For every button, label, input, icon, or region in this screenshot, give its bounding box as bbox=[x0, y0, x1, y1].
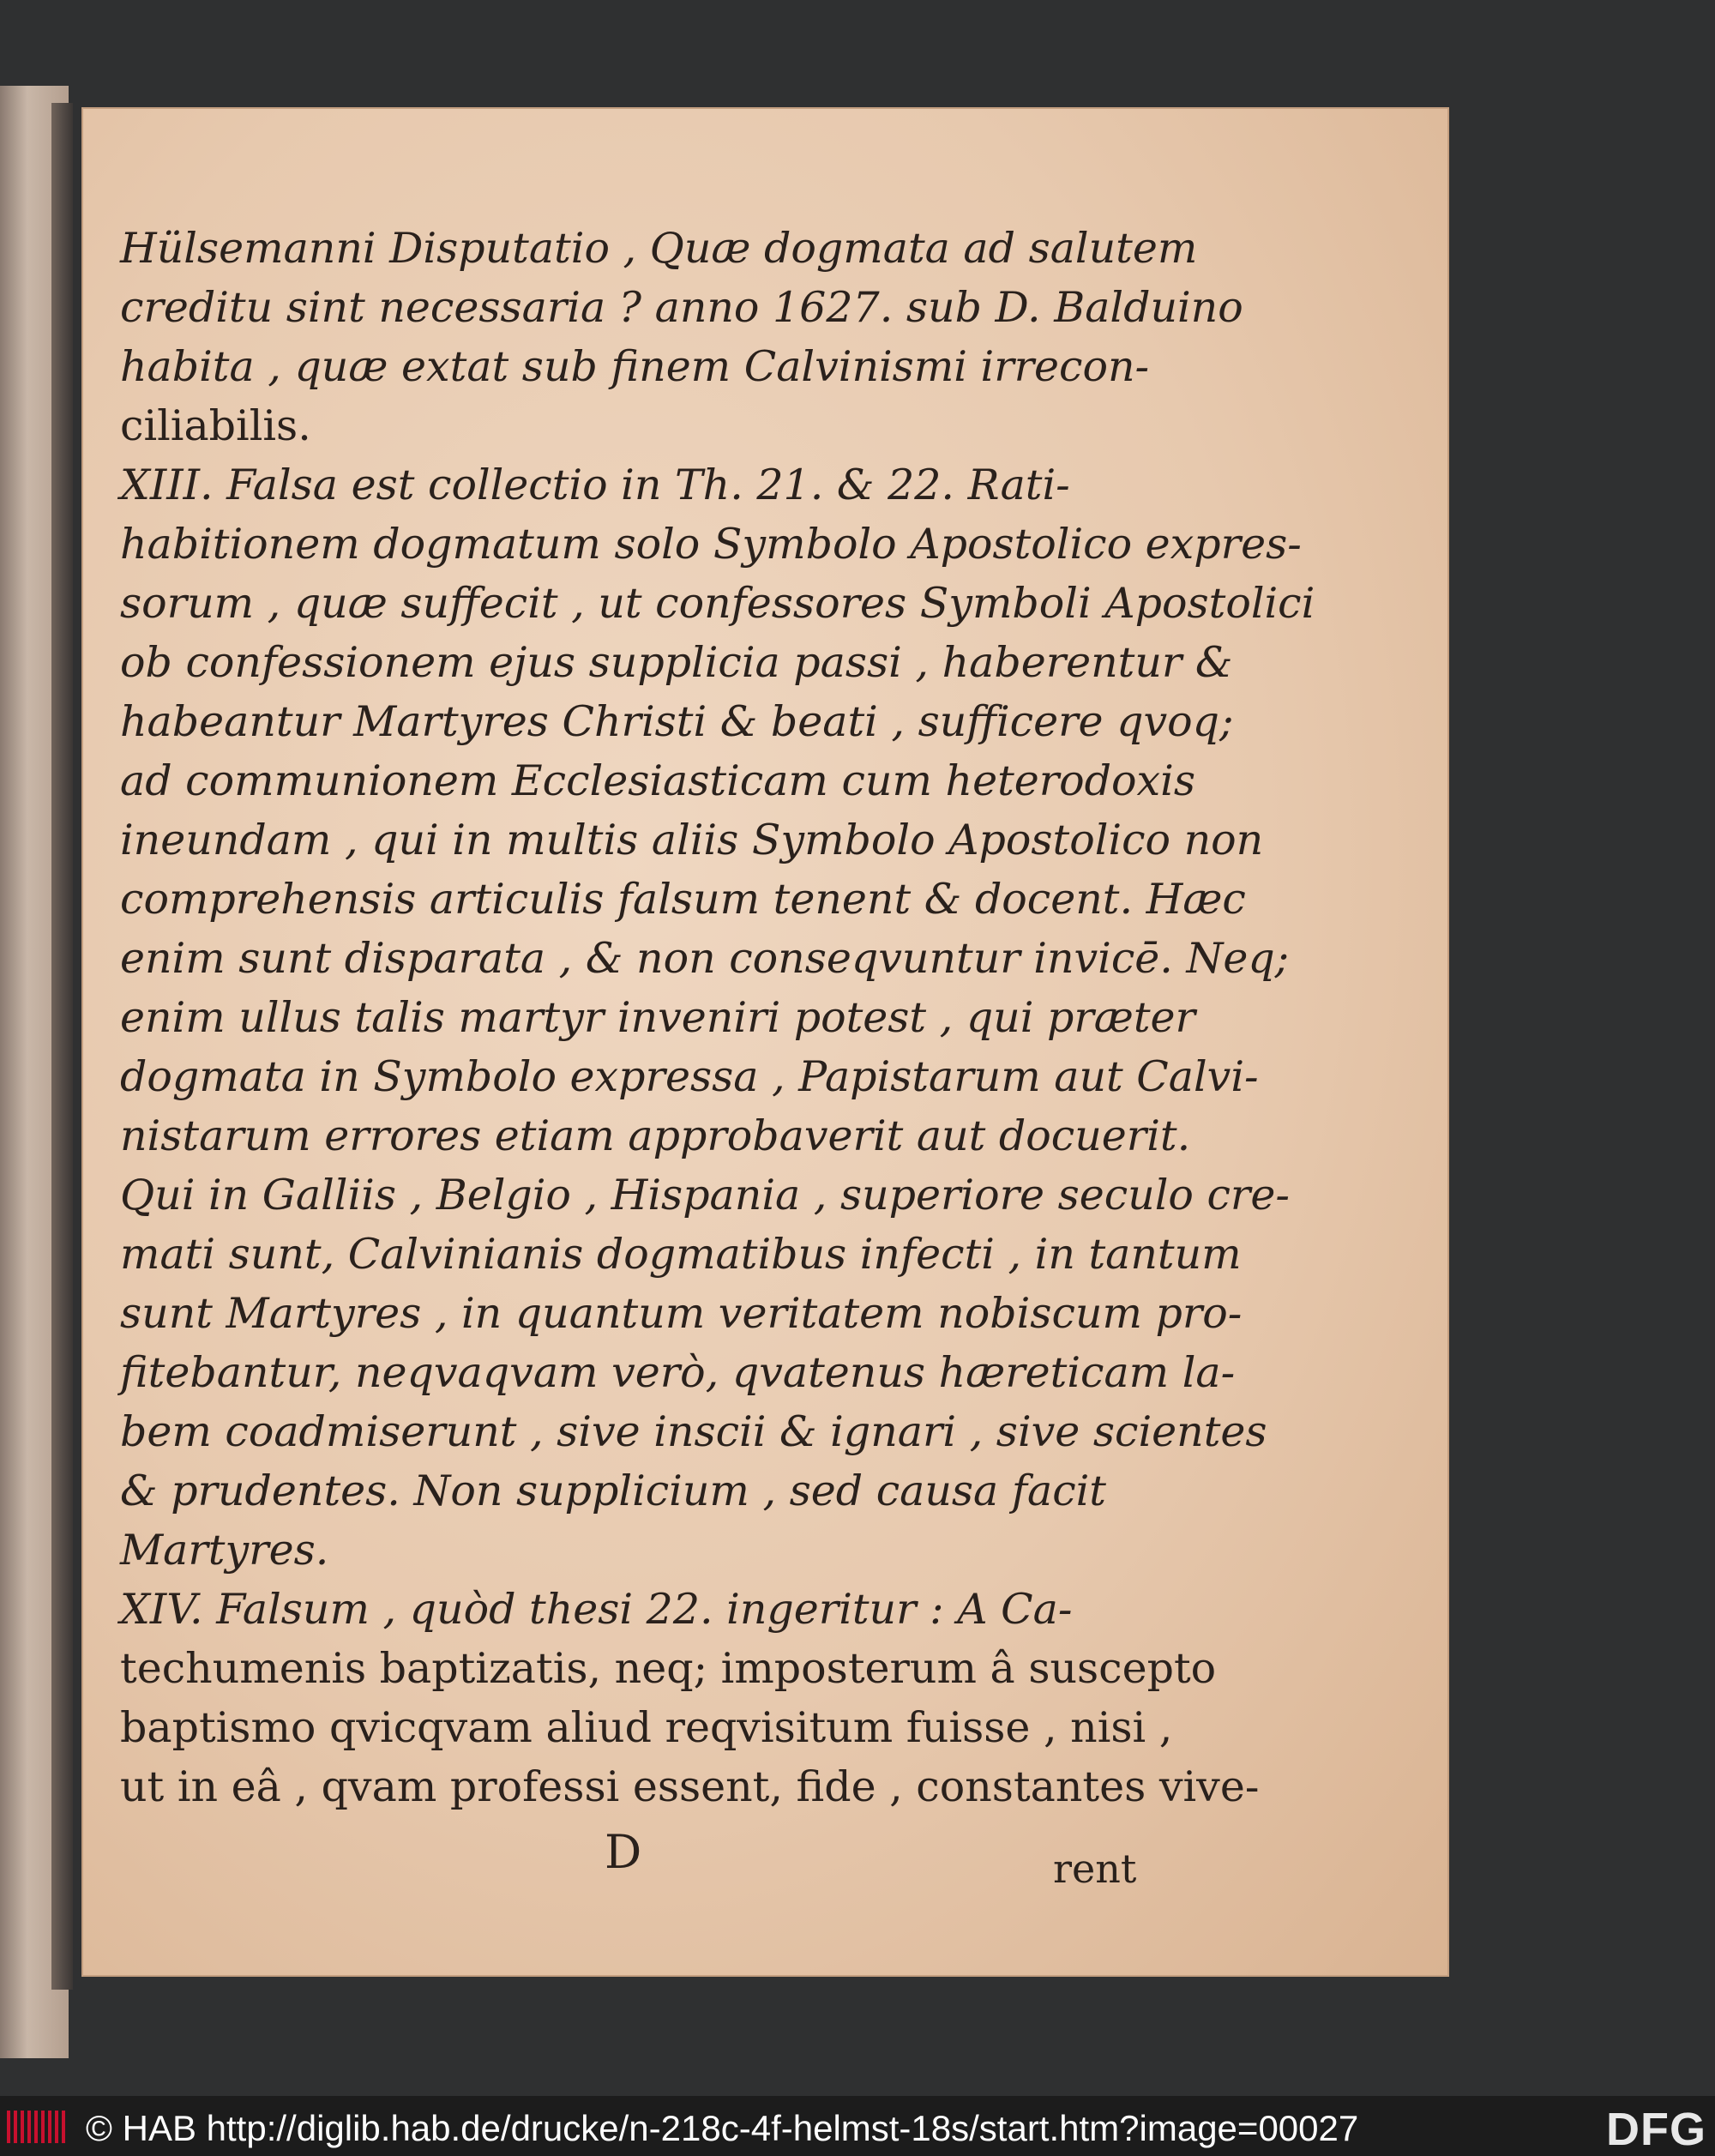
footer-copyright-link[interactable]: © HAB http://diglib.hab.de/drucke/n-218c-4f-helmst-18s/start.htm?image=00027 bbox=[86, 2108, 1359, 2148]
text-line: creditu sint necessaria ? anno 1627. sub D. Balduino bbox=[120, 283, 1243, 332]
text-line: habita , quæ extat sub finem Calvinismi irrecon- bbox=[120, 342, 1150, 391]
text-line: Martyres. bbox=[120, 1526, 329, 1575]
text-line: Qui in Galliis , Belgio , Hispania , superiore seculo cre- bbox=[120, 1171, 1290, 1220]
text-line: ciliabilis. bbox=[120, 401, 311, 450]
text-line: techumenis baptizatis, neq; imposterum â suscepto bbox=[120, 1644, 1217, 1693]
text-line: sorum , quæ suffecit , ut confessores Symboli Apostolici bbox=[120, 579, 1315, 628]
text-line: enim sunt disparata , & non conseqvuntur invicē. Neq; bbox=[120, 934, 1290, 983]
text-line: baptismo qvicqvam aliud reqvisitum fuisse , nisi , bbox=[120, 1703, 1173, 1752]
text-line: enim ullus talis martyr inveniri potest , qui præter bbox=[120, 993, 1195, 1042]
text-line: & prudentes. Non supplicium , sed causa facit bbox=[120, 1466, 1106, 1515]
dfg-logo: DFG bbox=[1606, 2104, 1706, 2155]
page-text bbox=[120, 219, 1315, 1816]
text-line: fitebantur, neqvaqvam verò, qvatenus hæreticam la- bbox=[120, 1348, 1236, 1397]
signature-mark: D bbox=[605, 1825, 642, 1879]
text-line: nistarum errores etiam approbaverit aut docuerit. bbox=[120, 1111, 1191, 1160]
text-line: ineundam , qui in multis aliis Symbolo Apostolico non bbox=[120, 816, 1264, 864]
text-line: XIV. Falsum , quòd thesi 22. ingeritur : A Ca- bbox=[120, 1585, 1073, 1634]
text-line: dogmata in Symbolo expressa , Papistarum aut Calvi- bbox=[120, 1052, 1259, 1101]
footer-bar bbox=[0, 2096, 1715, 2156]
text-line: ob confessionem ejus supplicia passi , haberentur & bbox=[120, 638, 1233, 687]
catchword: rent bbox=[1053, 1846, 1137, 1892]
text-line: comprehensis articulis falsum tenent & docent. Hæc bbox=[120, 875, 1246, 924]
barcode-icon bbox=[7, 2111, 69, 2143]
text-line: mati sunt, Calvinianis dogmatibus infecti , in tantum bbox=[120, 1230, 1242, 1279]
book-gutter-edge bbox=[51, 103, 73, 1990]
text-line: sunt Martyres , in quantum veritatem nobiscum pro- bbox=[120, 1289, 1243, 1338]
text-line: habeantur Martyres Christi & beati , sufficere qvoq; bbox=[120, 697, 1234, 746]
text-line: habitionem dogmatum solo Symbolo Apostolico expres- bbox=[120, 520, 1302, 569]
text-line: ad communionem Ecclesiasticam cum heterodoxis bbox=[120, 756, 1195, 805]
text-line: XIII. Falsa est collectio in Th. 21. & 22. Rati- bbox=[120, 461, 1070, 509]
text-line: Hülsemanni Disputatio , Quæ dogmata ad salutem bbox=[120, 224, 1198, 273]
text-line: bem coadmiserunt , sive inscii & ignari , sive scientes bbox=[120, 1407, 1267, 1456]
text-line: ut in eâ , qvam professi essent, fide , constantes vive- bbox=[120, 1762, 1260, 1811]
